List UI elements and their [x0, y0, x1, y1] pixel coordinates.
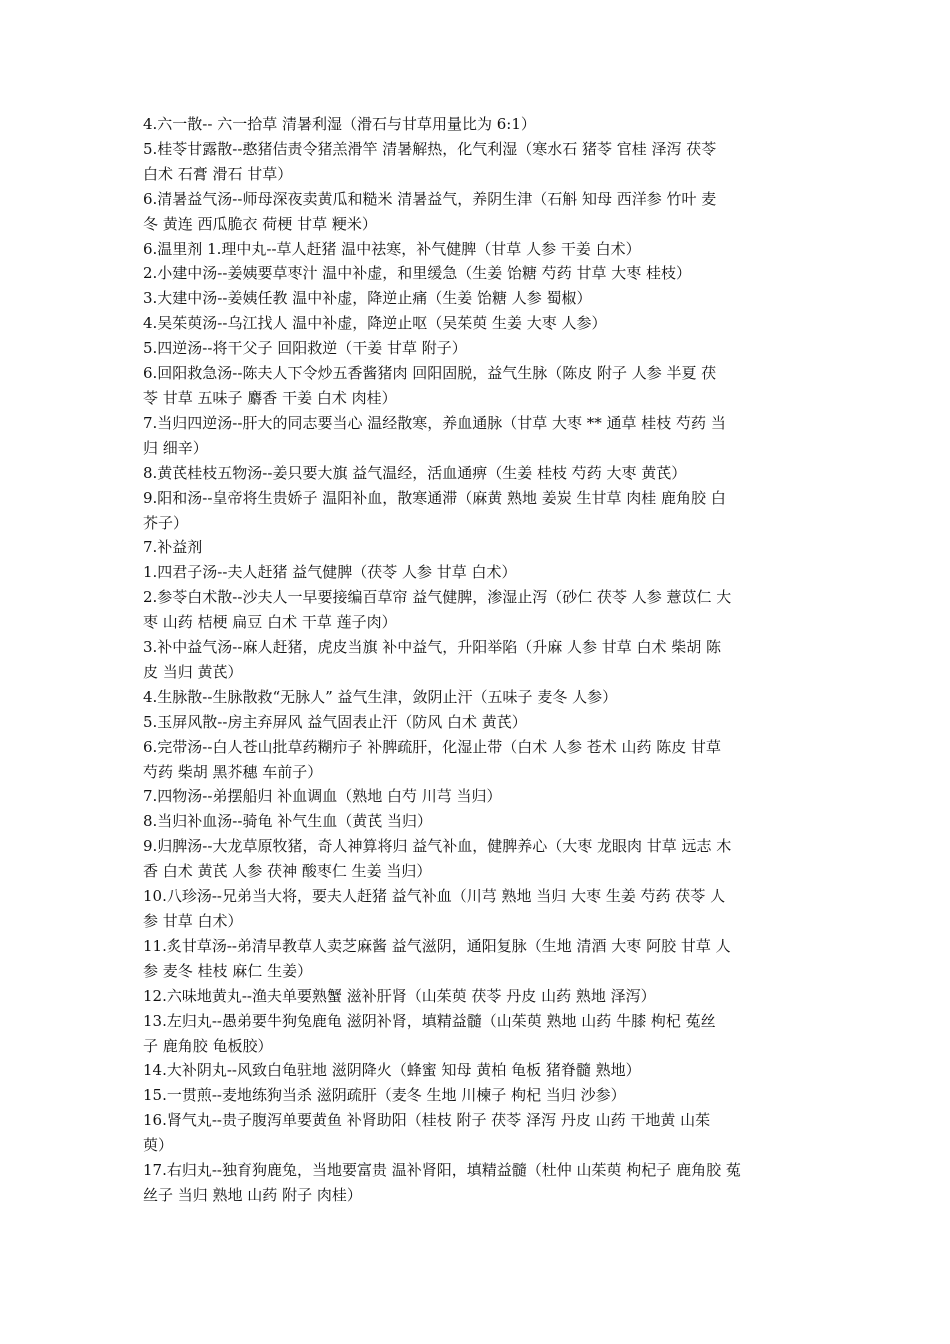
text-line: 苓 甘草 五味子 麝香 干姜 白术 肉桂） [143, 388, 397, 407]
text-line: 芍药 柴胡 黑芥穗 车前子） [143, 762, 323, 781]
text-line: 9.归脾汤--大龙草原牧猪，奇人神算将归 益气补血，健脾养心（大枣 龙眼肉 甘草 远志 木 [143, 837, 732, 856]
text-line: 4.吴茱萸汤--乌江找人 温中补虚，降逆止呕（吴茱萸 生姜 大枣 人参） [143, 314, 607, 333]
text-line: 1.四君子汤--夫人赶猪 益气健脾（茯苓 人参 甘草 白术） [143, 563, 517, 582]
text-line: 6.完带汤--白人苍山批草药糊疖子 补脾疏肝，化湿止带（白术 人参 苍术 山药 陈皮 甘草 [143, 737, 722, 756]
document-page [143, 112, 813, 1208]
text-line: 丝子 当归 熟地 山药 附子 肉桂） [143, 1185, 362, 1204]
text-line: 3.补中益气汤--麻人赶猪，虎皮当旗 补中益气，升阳举陷（升麻 人参 甘草 白术 柴胡 陈 [143, 638, 722, 657]
text-line: 7.四物汤--弟摆船归 补血调血（熟地 白芍 川芎 当归） [143, 787, 502, 806]
text-line: 白术 石膏 滑石 甘草） [143, 164, 293, 183]
text-line: 11.炙甘草汤--弟清早教草人卖芝麻酱 益气滋阴，通阳复脉（生地 清酒 大枣 阿胶 甘草 人 [143, 936, 731, 955]
text-line: 5.玉屏风散--房主弃屏风 益气固表止汗（防风 白术 黄芪） [143, 712, 527, 731]
text-line: 芥子） [143, 513, 189, 532]
text-line: 8.黄芪桂枝五物汤--姜只要大旗 益气温经，活血通痹（生姜 桂枝 芍药 大枣 黄芪） [143, 463, 687, 482]
section-heading-tonifying: 7.补益剂 [143, 538, 203, 557]
text-line: 2.小建中汤--姜姨要草枣汁 温中补虚，和里缓急（生姜 饴糖 芍药 甘草 大枣 桂枝） [143, 264, 692, 283]
text-line: 8.当归补血汤--骑龟 补气生血（黄芪 当归） [143, 812, 432, 831]
text-line: 萸） [143, 1136, 174, 1155]
text-line: 13.左归丸--愚弟要牛狗兔鹿龟 滋阴补肾，填精益髓（山茱萸 熟地 山药 牛膝 枸杞 菟丝 [143, 1011, 716, 1030]
section-heading-warming: 6.温里剂 1.理中丸--草人赶猪 温中祛寒，补气健脾（甘草 人参 干姜 白术） [143, 239, 641, 258]
text-line: 3.大建中汤--姜姨任教 温中补虚，降逆止痛（生姜 饴糖 人参 蜀椒） [143, 289, 592, 308]
text-line: 参 麦冬 桂枝 麻仁 生姜） [143, 961, 313, 980]
text-line: 4.生脉散--生脉散救“无脉人” 益气生津，敛阴止汗（五味子 麦冬 人参） [143, 687, 618, 706]
text-line: 5.四逆汤--将干父子 回阳救逆（干姜 甘草 附子） [143, 339, 467, 358]
text-line: 17.右归丸--独育狗鹿兔，当地要富贵 温补肾阳，填精益髓（杜仲 山茱萸 枸杞子 鹿角胶 菟 [143, 1161, 741, 1180]
text-line: 皮 当归 黄芪） [143, 662, 243, 681]
text-line: 15.一贯煎--麦地练狗当杀 滋阴疏肝（麦冬 生地 川楝子 枸杞 当归 沙参） [143, 1086, 626, 1105]
text-line: 4.六一散-- 六一拾草 清暑利湿（滑石与甘草用量比为 6:1） [143, 115, 536, 133]
text-line: 枣 山药 桔梗 扁豆 白术 干草 莲子肉） [143, 613, 397, 632]
text-line: 6.回阳救急汤--陈夫人下令炒五香酱猪肉 回阳固脱，益气生脉（陈皮 附子 人参 半夏 茯 [143, 364, 717, 383]
text-line: 14.大补阴丸--风致白龟驻地 滋阴降火（蜂蜜 知母 黄柏 龟板 猪脊髓 熟地） [143, 1061, 641, 1080]
text-line: 子 鹿角胶 龟板胶） [143, 1036, 273, 1055]
text-line: 9.阳和汤--皇帝将生贵娇子 温阳补血，散寒通滞（麻黄 熟地 姜炭 生甘草 肉桂 鹿角胶 白 [143, 488, 726, 507]
text-line: 7.当归四逆汤--肝大的同志要当心 温经散寒，养血通脉（甘草 大枣 ** 通草 桂枝 芍药 当 [143, 413, 726, 432]
text-line: 6.清暑益气汤--师母深夜卖黄瓜和糙米 清暑益气，养阴生津（石斛 知母 西洋参 竹叶 麦 [143, 189, 717, 208]
text-line: 10.八珍汤--兄弟当大将，要夫人赶猪 益气补血（川芎 熟地 当归 大枣 生姜 芍药 茯苓 人 [143, 887, 726, 906]
text-line: 香 白术 黄芪 人参 茯神 酸枣仁 生姜 当归） [143, 862, 432, 881]
text-line: 归 细辛） [143, 438, 208, 457]
text-line: 参 甘草 白术） [143, 912, 243, 930]
text-line: 16.肾气丸--贵子腹泻单要黄鱼 补肾助阳（桂枝 附子 茯苓 泽泻 丹皮 山药 干地黄 山茱 [143, 1111, 711, 1130]
text-line: 2.参苓白术散--沙夫人一早要接编百草帘 益气健脾，渗湿止泻（砂仁 茯苓 人参 薏苡仁 大 [143, 588, 732, 607]
text-line: 5.桂苓甘露散--憨猪佶责令猪羔滑竿 清暑解热，化气利湿（寒水石 猪苓 官桂 泽泻 茯苓 [143, 139, 717, 158]
text-line: 12.六味地黄丸--渔夫单要熟蟹 滋补肝肾（山茱萸 茯苓 丹皮 山药 熟地 泽泻） [143, 986, 656, 1005]
text-line: 冬 黄连 西瓜脆衣 荷梗 甘草 粳米） [143, 214, 377, 233]
